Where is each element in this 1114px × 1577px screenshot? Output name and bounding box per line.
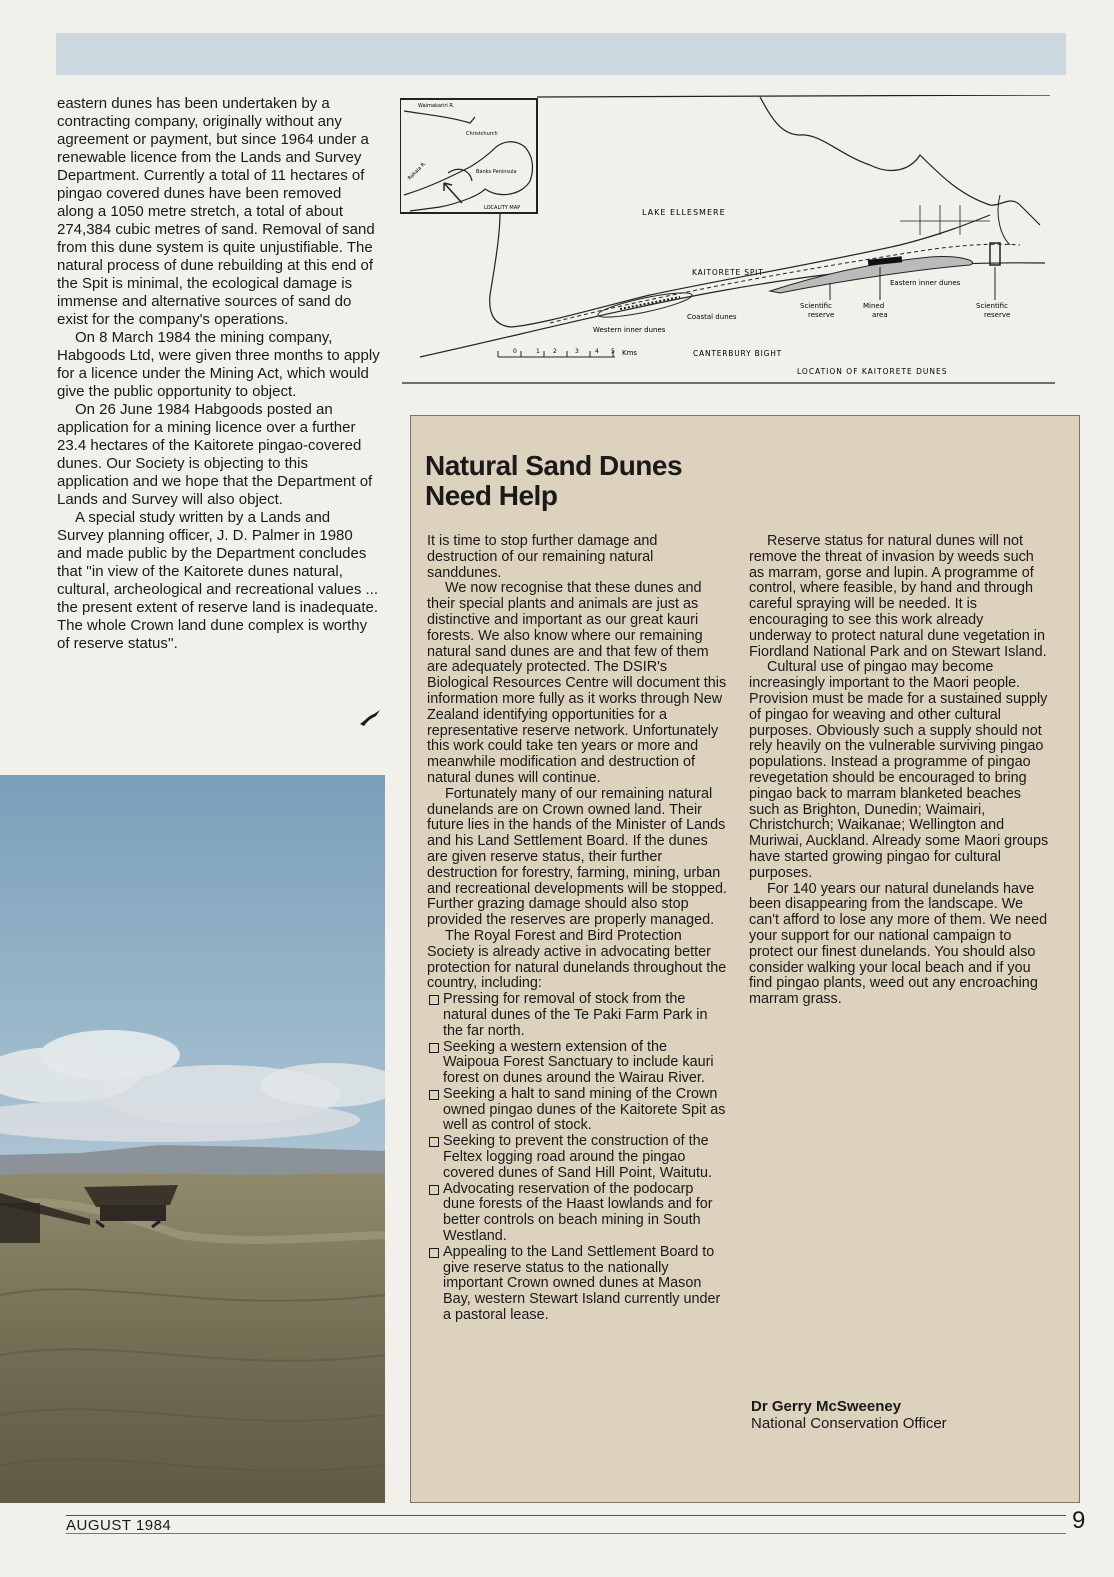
label-coastal: Coastal dunes (687, 313, 737, 321)
label-sci-reserve: Scientific (800, 302, 832, 310)
location-map (400, 95, 1060, 385)
sidebar-paragraph: We now recognise that these dunes and their special plants and animals are just as distinctive and important as our great kauri forests. We also know where our remaining natural sand dunes are and that few of them are adequately protected. The DSIR's Biological Resources Centre will document this information more fully as it works through New Zealand identifying opportunities for a representative reserve network. Unfortunately this work could take ten years or more and meanwhile modification and destruction of natural dunes will continue. (427, 580, 727, 786)
inset-arrow-icon (444, 183, 462, 203)
checkbox-bullet-icon (429, 1185, 439, 1195)
list-item (427, 1087, 727, 1134)
page-footer (66, 1507, 1086, 1545)
top-color-band (56, 33, 1066, 75)
left-paragraph-3: On 26 June 1984 Habgoods posted an application for a mining licence over a further 23.4 hectares of the Kaitorete pingao-covered dunes. Our Society is objecting to this application and we hope that the Department of Lands and Survey will also object. (57, 401, 373, 508)
bird-end-mark-icon (358, 708, 382, 728)
list-item-text: Advocating reservation of the podocarp dune forests of the Haast lowlands and for better controls on beach mining in South Westland. (443, 1180, 713, 1245)
footer-rule (66, 1515, 1066, 1516)
label-reserve: reserve (808, 311, 835, 319)
checkbox-bullet-icon (429, 1043, 439, 1053)
label-lake: LAKE ELLESMERE (642, 208, 726, 217)
list-item (427, 1182, 727, 1245)
inset-label-city: Christchurch (466, 131, 498, 137)
scale-tick-0: 0 (513, 348, 517, 355)
sidebar-title: Natural Sand Dunes Need Help (425, 450, 683, 511)
list-item-text: Seeking a halt to sand mining of the Crown owned pingao dunes of the Kaitorete Spit as well as control of stock. (443, 1085, 726, 1134)
page-number: 9 (1072, 1507, 1086, 1534)
list-item-text: Seeking to prevent the construction of the Feltex logging road around the pingao covered dunes of Sand Hill Point, Waitutu. (443, 1133, 713, 1181)
author-role: National Conservation Officer (751, 1415, 947, 1432)
sand-mining-photo (0, 775, 385, 1503)
issue-date: AUGUST 1984 (66, 1517, 172, 1534)
list-item-text: Seeking a western extension of the Waipoua Forest Sanctuary to include kauri forest on dunes around the Wairau River. (443, 1038, 714, 1087)
inset-label-peninsula: Banks Peninsula (476, 169, 517, 175)
inset-label-locality: LOCALITY MAP (484, 205, 521, 211)
list-item-text: Appealing to the Land Settlement Board to give reserve status to the nationally important Crown owned dunes at Mason Bay, western Stewart Island currently under a pastoral lease. (443, 1243, 721, 1324)
inset-label-river1: Waimakariri R. (418, 103, 455, 109)
list-item (427, 1245, 727, 1324)
label-mined: Mined (863, 302, 885, 310)
label-reserve2: reserve (984, 311, 1011, 319)
label-western: Western inner dunes (593, 326, 666, 334)
scale-tick-1: 1 (536, 348, 540, 355)
label-sci-reserve2: Scientific (976, 302, 1008, 310)
left-text-column (57, 95, 380, 653)
scale-tick-2: 2 (553, 348, 557, 355)
checkbox-bullet-icon (429, 1090, 439, 1100)
sidebar-paragraph: Reserve status for natural dunes will not remove the threat of invasion by weeds such as marram, gorse and lupin. A programme of control, where feasible, by hand and through careful spraying will be needed. It is encouraging to see this work already underway to protect natural dune vegetation in Fiordland National Park and on Stewart Island. (749, 533, 1047, 660)
map-scale-bar (498, 348, 637, 357)
label-area: area (872, 311, 888, 319)
inset-label-river2: Rakaia R. (406, 160, 428, 182)
sidebar-paragraph: It is time to stop further damage and destruction of our remaining natural sanddunes. (427, 533, 658, 581)
label-spit: KAITORETE SPIT (692, 268, 764, 277)
checkbox-bullet-icon (429, 1248, 439, 1258)
signature-block (751, 1398, 947, 1432)
footer-rule (66, 1533, 1066, 1534)
list-item (427, 992, 727, 1039)
list-item (427, 1134, 727, 1181)
scale-tick-3: 3 (575, 348, 579, 355)
sidebar-paragraph: For 140 years our natural dunelands have been disappearing from the landscape. We can't afford to lose any more of them. We need your support for our national campaign to protect our finest dunelands. You should also consider walking your local beach and if you find pingao plants, weed out any encroaching marram grass. (749, 880, 1048, 1008)
label-bight: CANTERBURY BIGHT (693, 349, 783, 358)
sidebar-paragraph: Cultural use of pingao may become increasingly important to the Maori people. Provision must be made for a sustained supply of pingao for weaving and other cultural purposes. Obviously such a supply should not rely heavily on the vulnerable surviving pingao populations. Instead a programme of pingao revegetation should be encouraged to bring pingao back to marram blanketed beaches such as Brighton, Dunedin; Waimairi, Christchurch; Waikanae; Wellington and Muriwai, Auckland. Already some Maori groups have started growing pingao for cultural purposes. (749, 659, 1049, 881)
sidebar-box (410, 415, 1080, 1503)
checkbox-bullet-icon (429, 995, 439, 1005)
left-paragraph-1: eastern dunes has been undertaken by a contracting company, originally without any agreement or payment, but since 1964 under a renewable licence from the Lands and Survey Department. Currently a total of 11 hectares of pingao covered dunes have been removed along a 1050 metre stretch, a total of about 274,384 cubic metres of sand. Removal of sand from this dune system is quite unjustifiable. The natural process of dune rebuilding at this end of the Spit is minimal, the ecological damage is immense and alternative sources of sand do exist for the company's operations. (57, 95, 375, 328)
left-paragraph-2: On 8 March 1984 the mining company, Habgoods Ltd, were given three months to apply for a licence under the Mining Act, which would give the public opportunity to object. (57, 329, 380, 400)
map-caption: LOCATION OF KAITORETE DUNES (797, 367, 948, 376)
scale-tick-5: 5 (611, 348, 615, 355)
list-item-text: Pressing for removal of stock from the natural dunes of the Te Paki Farm Park in the far north. (443, 991, 708, 1039)
inset-river-line (404, 111, 475, 123)
sidebar-column-1 (427, 534, 727, 1324)
sidebar-paragraph: The Royal Forest and Bird Protection Society is already active in advocating better protection for natural dunelands throughout the country, including: (427, 927, 727, 992)
checkbox-bullet-icon (429, 1137, 439, 1147)
label-eastern: Eastern inner dunes (890, 279, 961, 287)
inset-coastline (404, 142, 532, 211)
list-item (427, 1040, 727, 1087)
left-paragraph-4: A special study written by a Lands and Survey planning officer, J. D. Palmer in 1980 and made public by the Department concludes that ''in view of the Kaitorete dunes natural, cultural, archeological and recreational values ... the present extent of reserve land is inadequate. The whole Crown land dune complex is worthy of reserve status''. (57, 509, 379, 652)
scientific-reserve-east (990, 243, 1000, 265)
inset-map-frame (400, 99, 537, 213)
sidebar-paragraph: Fortunately many of our remaining natural dunelands are on Crown owned land. Their future lies in the hands of the Minister of Lands and his Land Settlement Board. If the dunes are given reserve status, their further destruction for forestry, farming, mining, urban and recreational developments will be stopped. Further grazing damage should also stop provided the reserves are properly managed. (427, 785, 727, 929)
scale-tick-4: 4 (595, 348, 599, 355)
sidebar-column-2 (749, 534, 1049, 1008)
scale-unit: Kms (622, 349, 638, 357)
author-name: Dr Gerry McSweeney (751, 1398, 902, 1415)
